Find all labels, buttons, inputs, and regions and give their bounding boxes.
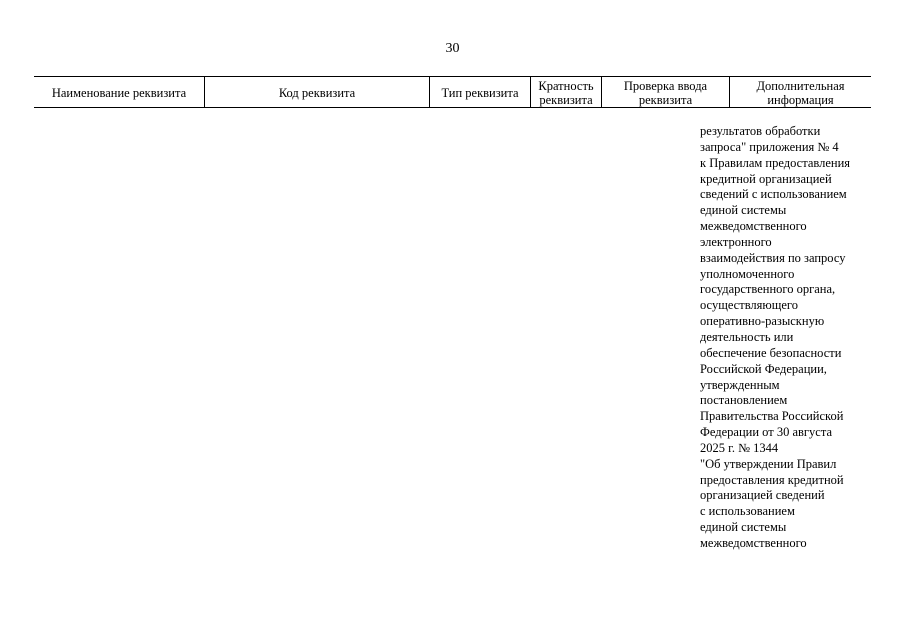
- additional-info-cell: результатов обработки запроса" приложения № 4 к Правилам предоставления кредитной организацией сведений с использованием единой системы межведомственного электронного взаимодействия по запросу уполномоченного государственного органа, осуществляющего оперативно-разыскную деятельность или обеспечение безопасности Российской Федерации, утвержденным постановлением Правительства Российской Федерации от 30 августа 2025 г. № 1344 "Об утверждении Правил предоставления кредитной организацией сведений с использованием единой системы межведомственного: [700, 124, 851, 550]
- column-header-code: Код реквизита: [204, 77, 429, 108]
- column-header-type: Тип реквизита: [429, 77, 530, 108]
- page-number: 30: [445, 41, 460, 56]
- column-header-additional-info: Дополнительная информация: [729, 77, 871, 108]
- column-header-name: Наименование реквизита: [51, 85, 187, 100]
- column-header-input-check: Проверка ввода реквизита: [601, 77, 729, 108]
- table-header: [34, 76, 871, 108]
- column-header-multiplicity: Кратность реквизита: [530, 77, 601, 108]
